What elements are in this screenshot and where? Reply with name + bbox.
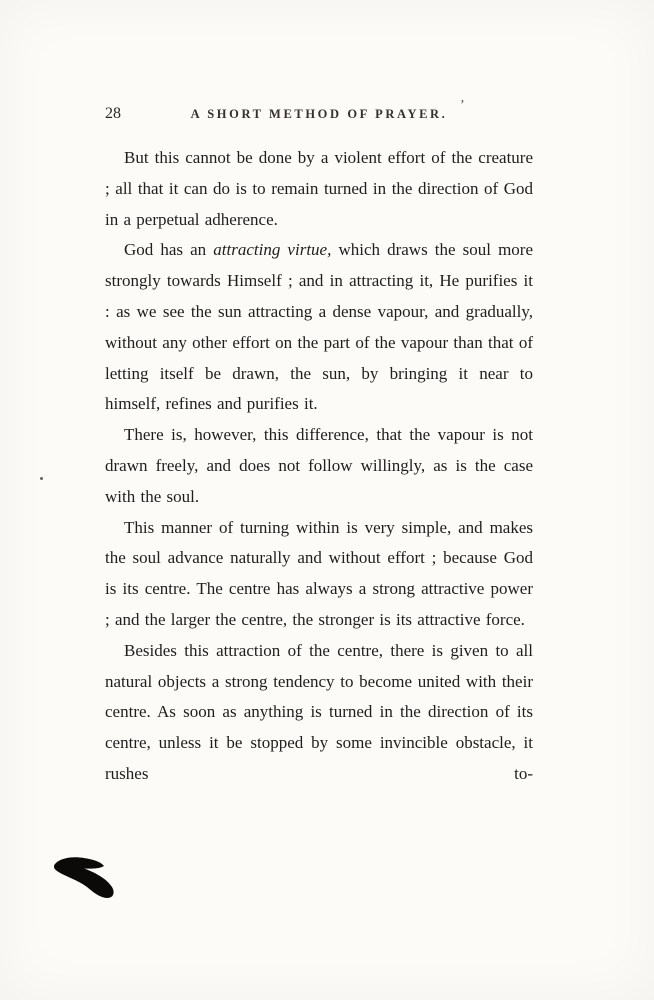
paragraph-1: But this cannot be done by a violent effort of the creature ; all that it can do is to remain turned in the direction of God in a perpetual adherence. <box>105 148 533 229</box>
paragraph-5: Besides this attraction of the centre, there is given to all natural objects a strong tendency to become united with their centre. As soon as anything is turned in the direction of its centre, unless it be stopped by some invincible obstacle, it rushes to- <box>105 640 533 783</box>
scan-speck <box>40 477 43 480</box>
paragraph-3: There is, however, this difference, that the vapour is not drawn freely, and does not follow willingly, as is the case with the soul. <box>105 425 533 506</box>
scan-artifact-mark: ’ <box>460 98 465 113</box>
paragraph-4: This manner of turning within is very simple, and makes the soul advance naturally and without effort ; because God is its centre. The centre has always a strong attractive power ; and the larger the centre, the stronger is its attractive force. <box>105 517 533 629</box>
paragraph-2-text-before: God has an <box>124 240 214 260</box>
page-body <box>105 143 533 790</box>
paragraph-2-text-after: which draws the soul more strongly towards Himself ; and in attracting it, He purifies it : as we see the sun attracting a dense vapour, and gradually, without any other effort on the part of the vapour than that of letting itself be drawn, the sun, by bringing it near to himself, refines and purifies it. <box>105 240 534 414</box>
running-header: A SHORT METHOD OF PRAYER. <box>190 107 448 121</box>
page-header <box>105 98 533 126</box>
page-number: 28 <box>105 105 121 122</box>
paragraph-2 <box>105 235 533 420</box>
ink-smudge-artifact <box>54 856 118 900</box>
italic-phrase: attracting virtue, <box>213 240 332 260</box>
ink-smudge-shape <box>54 856 118 900</box>
